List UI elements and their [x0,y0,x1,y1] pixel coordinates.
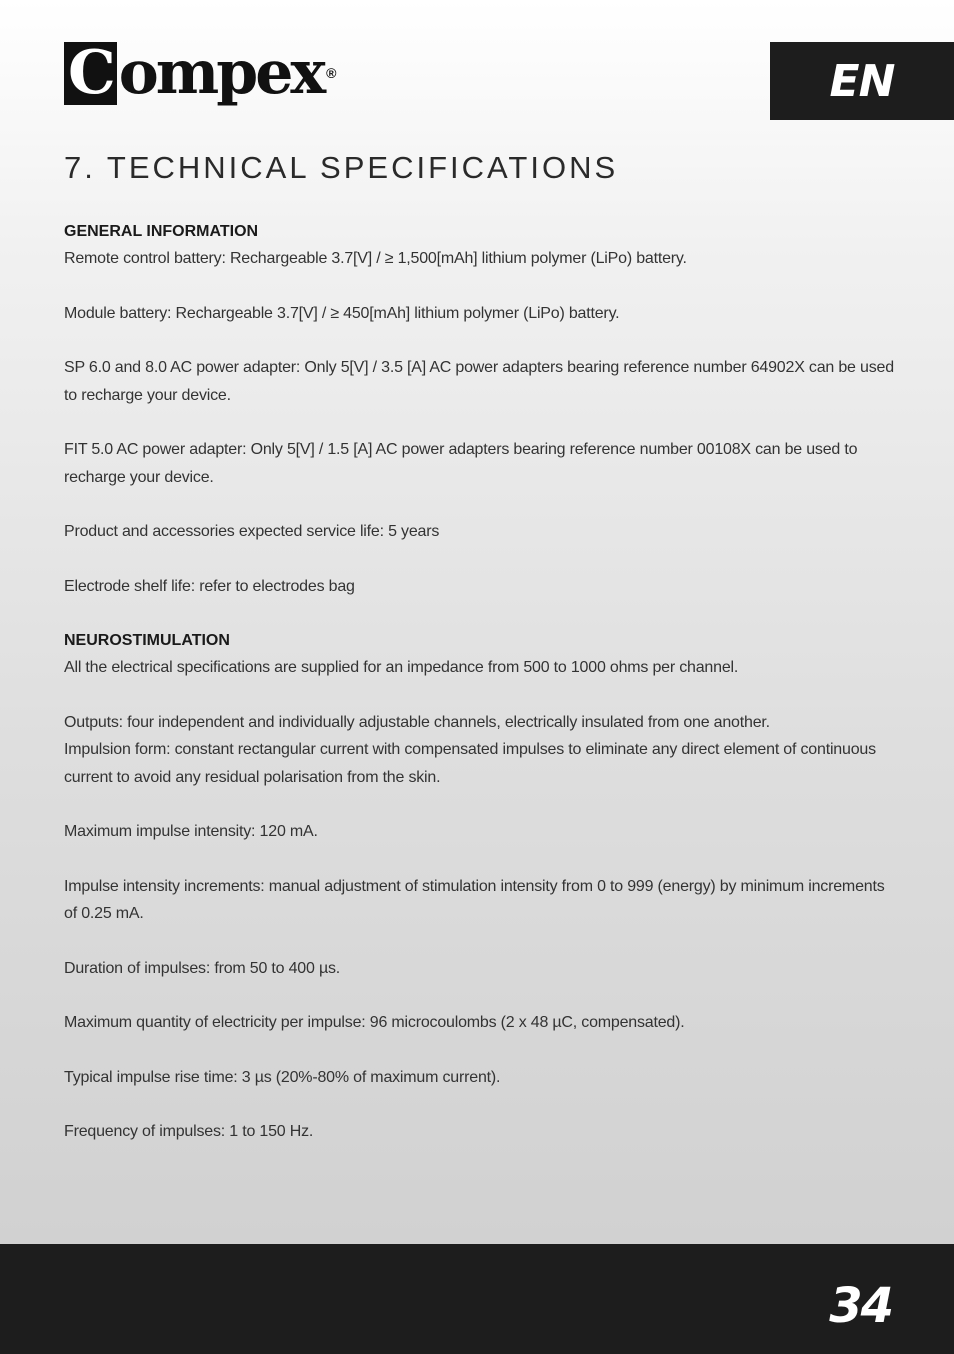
spec-sp-adapter: SP 6.0 and 8.0 AC power adapter: Only 5[V] / 3.5 [A] AC power adapters bearing reference number 64902X can be used to recharge your device. [64,359,894,404]
language-tab: EN [770,42,954,120]
page-number: 34 [829,1278,892,1334]
spec-module-battery: Module battery: Rechargeable 3.7[V] / ≥ 450[mAh] lithium polymer (LiPo) battery. [64,304,620,322]
spec-rise-time: Typical impulse rise time: 3 µs (20%-80% of maximum current). [64,1068,501,1086]
spec-impulsion-form: Impulsion form: constant rectangular current with compensated impulses to eliminate any direct element of continuous current to avoid any residual polarisation from the skin. [64,741,876,786]
page-title: 7. TECHNICAL SPECIFICATIONS [64,150,619,185]
registered-mark: ® [326,65,337,81]
section-title-general: GENERAL INFORMATION [64,223,259,240]
spec-impulse-duration: Duration of impulses: from 50 to 400 µs. [64,959,341,977]
spec-remote-battery: Remote control battery: Rechargeable 3.7[V] / ≥ 1,500[mAh] lithium polymer (LiPo) battery. [64,250,687,267]
page-content [64,218,894,1173]
logo-initial: C [64,42,117,105]
section-title-neurostimulation: NEUROSTIMULATION [64,632,230,649]
spec-impedance: All the electrical specifications are supplied for an impedance from 500 to 1000 ohms per channel. [64,659,739,676]
spec-service-life: Product and accessories expected service life: 5 years [64,523,440,540]
spec-intensity-increments: Impulse intensity increments: manual adjustment of stimulation intensity from 0 to 999 (energy) by minimum increments of 0.25 mA. [64,877,885,922]
spec-frequency: Frequency of impulses: 1 to 150 Hz. [64,1123,314,1140]
footer-bar [0,1244,954,1354]
spec-max-electricity: Maximum quantity of electricity per impulse: 96 microcoulombs (2 x 48 µC, compensated). [64,1014,685,1031]
spec-max-intensity: Maximum impulse intensity: 120 mA. [64,823,318,840]
spec-electrode-shelf-life: Electrode shelf life: refer to electrodes bag [64,577,355,595]
compex-logo [64,38,337,108]
spec-outputs: Outputs: four independent and individually adjustable channels, electrically insulated from one another. [64,713,770,731]
logo-wordmark: ompex [118,38,324,108]
spec-fit-adapter: FIT 5.0 AC power adapter: Only 5[V] / 1.5 [A] AC power adapters bearing reference number 00108X can be used to recharge your device. [64,441,858,486]
